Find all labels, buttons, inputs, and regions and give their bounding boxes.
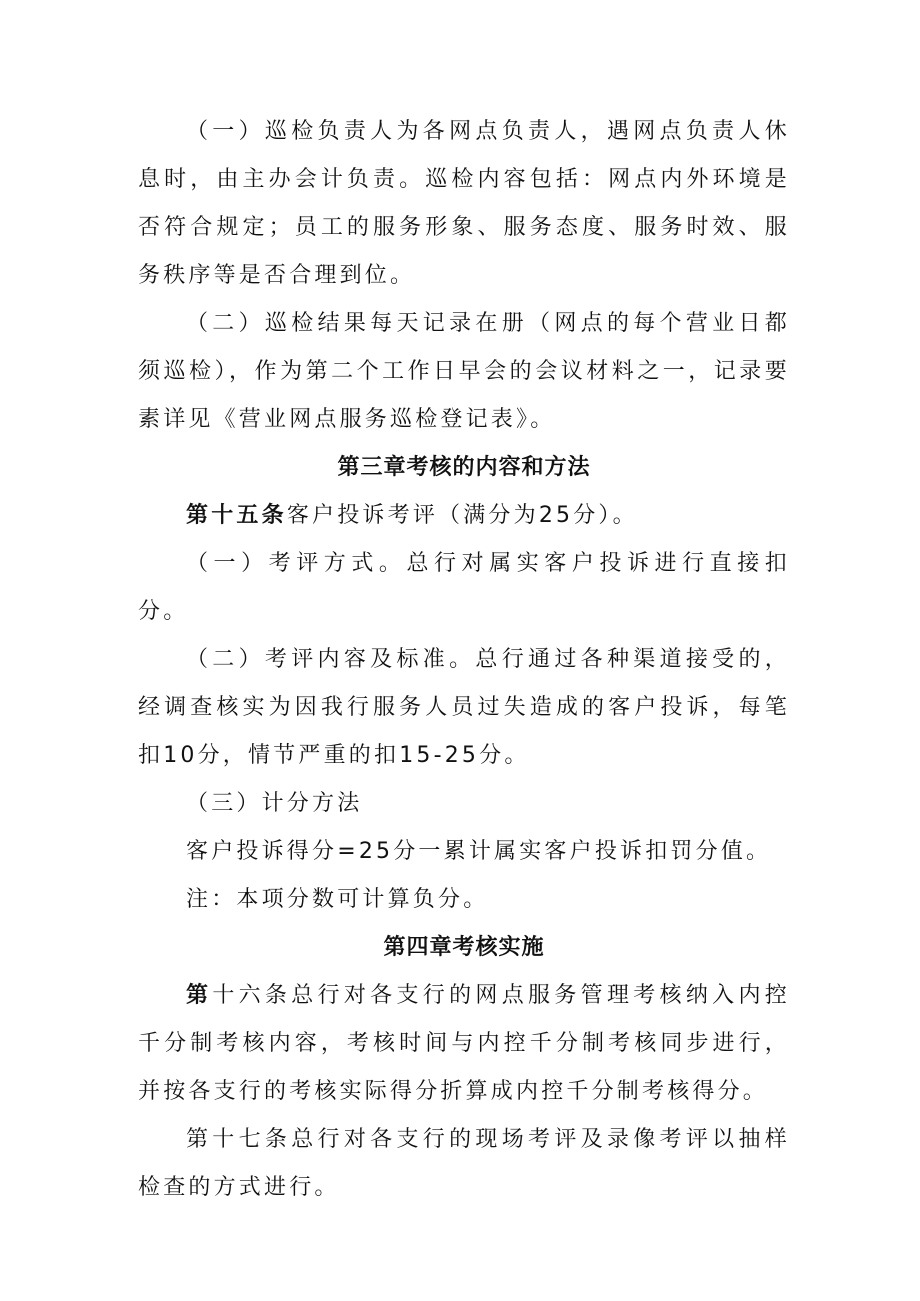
article-sixteen-first-char: 第	[186, 983, 213, 1008]
paragraph-inspection-record: （二）巡检结果每天记录在册（网点的每个营业日都须巡检），作为第二个工作日早会的会议材料之一，记录要素详见《营业网点服务巡检登记表》。	[138, 311, 790, 432]
paragraph-note: 注：本项分数可计算负分。	[186, 887, 489, 912]
article-sixteen	[138, 972, 790, 1116]
paragraph-evaluation-method: （一）考评方式。总行对属实客户投诉进行直接扣分。	[138, 551, 790, 624]
article-sixteen-text: 十六条总行对各支行的网点服务管理考核纳入内控千分制考核内容，考核时间与内控千分制考核同步进行，并按各支行的考核实际得分折算成内控千分制考核得分。	[138, 983, 790, 1104]
article-fifteen-text: 客户投诉考评（满分为25分）。	[286, 503, 638, 528]
article-fifteen	[138, 492, 790, 540]
paragraph-scoring-method: （三）计分方法	[186, 791, 363, 816]
paragraph-evaluation-standard: （二）考评内容及标准。总行通过各种渠道接受的，经调查核实为因我行服务人员过失造成的客户投诉，每笔扣10分，情节严重的扣15-25分。	[138, 647, 790, 768]
article-fifteen-label: 第十五条	[186, 503, 287, 528]
paragraph-score-formula: 客户投诉得分=25分一累计属实客户投诉扣罚分值。	[186, 839, 772, 864]
paragraph-inspection-responsible: （一）巡检负责人为各网点负责人，遇网点负责人休息时，由主办会计负责。巡检内容包括：网点内外环境是否符合规定；员工的服务形象、服务态度、服务时效、服务秩序等是否合理到位。	[138, 119, 790, 288]
chapter-three-heading: 第三章考核的内容和方法	[337, 455, 591, 480]
document-page	[138, 108, 790, 1212]
chapter-four-heading: 第四章考核实施	[383, 935, 545, 960]
article-seventeen: 第十七条总行对各支行的现场考评及录像考评以抽样检查的方式进行。	[138, 1127, 790, 1200]
